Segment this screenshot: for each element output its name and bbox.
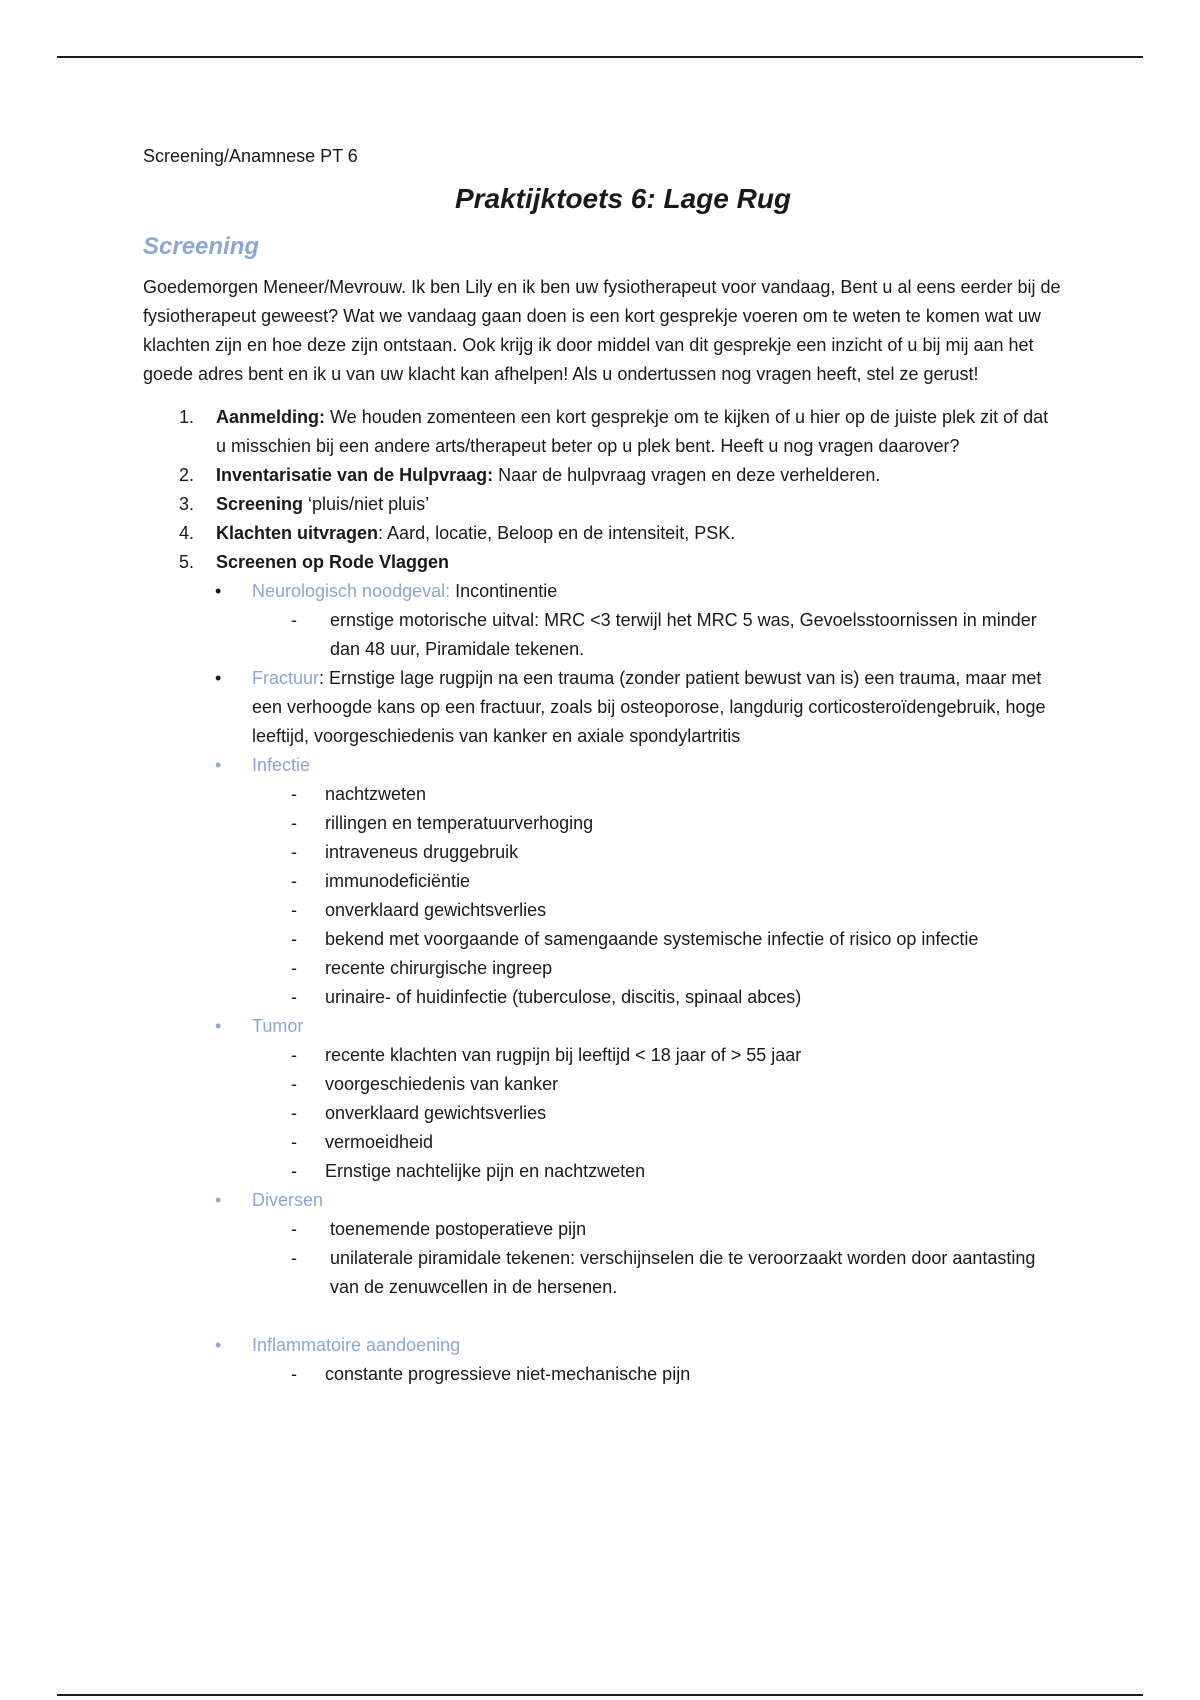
red-flag-name: Infectie <box>252 755 311 775</box>
sub-item <box>143 1360 1063 1389</box>
red-flag-name: Inflammatoire aandoening <box>252 1335 461 1355</box>
sub-item-text: vermoeidheid <box>325 1132 434 1152</box>
step-number: 5. <box>179 552 195 572</box>
document-title: Praktijktoets 6: Lage Rug <box>454 183 792 214</box>
red-flag-subitems <box>143 1041 1063 1186</box>
steps-list <box>143 403 1063 577</box>
step-number: 1. <box>179 407 195 427</box>
dash-icon: - <box>291 842 297 862</box>
dash-icon: - <box>291 900 297 920</box>
red-flag-name: Neurologisch noodgeval: <box>252 581 451 601</box>
red-flag-subitems <box>143 1360 1063 1389</box>
sub-item-text: Ernstige nachtelijke pijn en nachtzweten <box>325 1161 646 1181</box>
sub-item <box>143 1215 1063 1244</box>
bullet-icon: • <box>215 581 222 601</box>
red-flag-text: : Ernstige lage rugpijn na een trauma (zonder patient bewust van is) een trauma, maar met een verhoogde kans op een fractuur, zoals bij osteoporose, langdurig corticosteroïdengebruik, hoge leeftijd, voorgeschiedenis van kanker en axiale spondylartritis <box>252 668 1046 746</box>
bullet-icon: • <box>215 755 222 775</box>
dash-icon: - <box>291 1161 297 1181</box>
dash-icon: - <box>291 610 297 630</box>
dash-icon: - <box>291 871 297 891</box>
sub-item <box>143 606 1063 664</box>
document-page <box>143 143 1063 1389</box>
sub-item-text: toenemende postoperatieve pijn <box>330 1219 587 1239</box>
step-text: We houden zomenteen een kort gesprekje om te kijken of u hier op de juiste plek zit of dat u misschien bij een andere arts/therapeut beter op u plek bent. Heeft u nog vragen daarover? <box>216 407 1049 456</box>
sub-list <box>143 780 1063 1012</box>
sub-item-text: ernstige motorische uitval: MRC <3 terwijl het MRC 5 was, Gevoelsstoornissen in minder dan 48 uur, Piramidale tekenen. <box>330 610 1037 659</box>
step-number: 2. <box>179 465 195 485</box>
sub-item-text: unilaterale piramidale tekenen: verschijnselen die te veroorzaakt worden door aantasting van de zenuwcellen in de hersenen. <box>330 1248 1036 1297</box>
red-flag-infectie <box>143 751 1063 780</box>
step-item <box>143 461 1063 490</box>
red-flag-fractuur <box>143 664 1063 751</box>
red-flag-name: Tumor <box>252 1016 304 1036</box>
red-flag-name: Fractuur <box>252 668 320 688</box>
sub-item <box>143 867 1063 896</box>
section-heading-screening: Screening <box>143 233 260 260</box>
dash-icon: - <box>291 1219 297 1239</box>
sub-item-text: urinaire- of huidinfectie (tuberculose, discitis, spinaal abces) <box>325 987 802 1007</box>
spacer <box>143 1302 1063 1331</box>
sub-item-text: recente klachten van rugpijn bij leeftijd < 18 jaar of > 55 jaar <box>325 1045 802 1065</box>
step-label: Screenen op Rode Vlaggen <box>216 552 450 572</box>
red-flag-name: Diversen <box>252 1190 324 1210</box>
sub-item <box>143 896 1063 925</box>
sub-item-text: rillingen en temperatuurverhoging <box>325 813 594 833</box>
red-flag-neurologisch <box>143 577 1063 606</box>
document-header: Screening/Anamnese PT 6 <box>143 146 358 166</box>
sub-list <box>143 1215 1063 1302</box>
sub-list <box>143 1041 1063 1186</box>
sub-item <box>143 780 1063 809</box>
intro-paragraph: Goedemorgen Meneer/Mevrouw. Ik ben Lily en ik ben uw fysiotherapeut voor vandaag, Bent u al eens eerder bij de fysiotherapeut geweest? Wat we vandaag gaan doen is een kort gesprekje voeren om te weten te komen wat uw klachten zijn en hoe deze zijn ontstaan. Ook krijg ik door middel van dit gesprekje een inzicht of u bij mij aan het goede adres bent en ik u van uw klacht kan afhelpen! Als u ondertussen nog vragen heeft, stel ze gerust! <box>143 277 1061 384</box>
sub-item <box>143 1070 1063 1099</box>
dash-icon: - <box>291 1045 297 1065</box>
sub-item-text: onverklaard gewichtsverlies <box>325 1103 547 1123</box>
sub-item <box>143 1244 1063 1302</box>
step-item <box>143 548 1063 577</box>
bullet-icon: • <box>215 668 222 688</box>
sub-item-text: recente chirurgische ingreep <box>325 958 553 978</box>
sub-item <box>143 1099 1063 1128</box>
step-label: Screening <box>216 494 304 514</box>
red-flag-text: Incontinentie <box>450 581 558 601</box>
sub-item-text: constante progressieve niet-mechanische pijn <box>325 1364 691 1384</box>
dash-icon: - <box>291 1074 297 1094</box>
step-text: Naar de hulpvraag vragen en deze verhelderen. <box>493 465 881 485</box>
red-flag-subitems <box>143 780 1063 1012</box>
dash-icon: - <box>291 1103 297 1123</box>
bullet-icon: • <box>215 1335 222 1355</box>
step-item <box>143 490 1063 519</box>
sub-item-text: intraveneus druggebruik <box>325 842 519 862</box>
step-item <box>143 519 1063 548</box>
step-number: 4. <box>179 523 195 543</box>
sub-item <box>143 838 1063 867</box>
red-flag-tumor <box>143 1012 1063 1041</box>
red-flag-inflammatoir <box>143 1331 1063 1360</box>
red-flag-subitems <box>143 1215 1063 1302</box>
dash-icon: - <box>291 1248 297 1268</box>
sub-item-text: nachtzweten <box>325 784 427 804</box>
step-number: 3. <box>179 494 195 514</box>
sub-item <box>143 1041 1063 1070</box>
red-flag-subitems <box>143 606 1063 664</box>
sub-list <box>143 1360 1063 1389</box>
sub-item-text: onverklaard gewichtsverlies <box>325 900 547 920</box>
sub-item <box>143 925 1063 954</box>
sub-item-text: voorgeschiedenis van kanker <box>325 1074 559 1094</box>
top-rule <box>57 56 1143 58</box>
sub-item-text: immunodeficiëntie <box>325 871 471 891</box>
bullet-icon: • <box>215 1190 222 1210</box>
dash-icon: - <box>291 929 297 949</box>
red-flag-diversen <box>143 1186 1063 1215</box>
sub-item-text: bekend met voorgaande of samengaande systemische infectie of risico op infectie <box>325 929 979 949</box>
step-label: Aanmelding: <box>216 407 326 427</box>
dash-icon: - <box>291 784 297 804</box>
bottom-rule <box>57 1694 1143 1696</box>
step-label: Inventarisatie van de Hulpvraag: <box>216 465 494 485</box>
dash-icon: - <box>291 987 297 1007</box>
dash-icon: - <box>291 958 297 978</box>
dash-icon: - <box>291 1132 297 1152</box>
step-text: : Aard, locatie, Beloop en de intensiteit, PSK. <box>378 523 736 543</box>
sub-item <box>143 954 1063 983</box>
red-flags-list <box>143 577 1063 1389</box>
step-label: Klachten uitvragen <box>216 523 379 543</box>
dash-icon: - <box>291 813 297 833</box>
sub-item <box>143 809 1063 838</box>
sub-item <box>143 983 1063 1012</box>
sub-item <box>143 1157 1063 1186</box>
dash-icon: - <box>291 1364 297 1384</box>
step-text: ‘pluis/niet pluis’ <box>303 494 430 514</box>
step-item <box>143 403 1063 461</box>
sub-item <box>143 1128 1063 1157</box>
bullet-icon: • <box>215 1016 222 1036</box>
sub-list <box>143 606 1063 664</box>
